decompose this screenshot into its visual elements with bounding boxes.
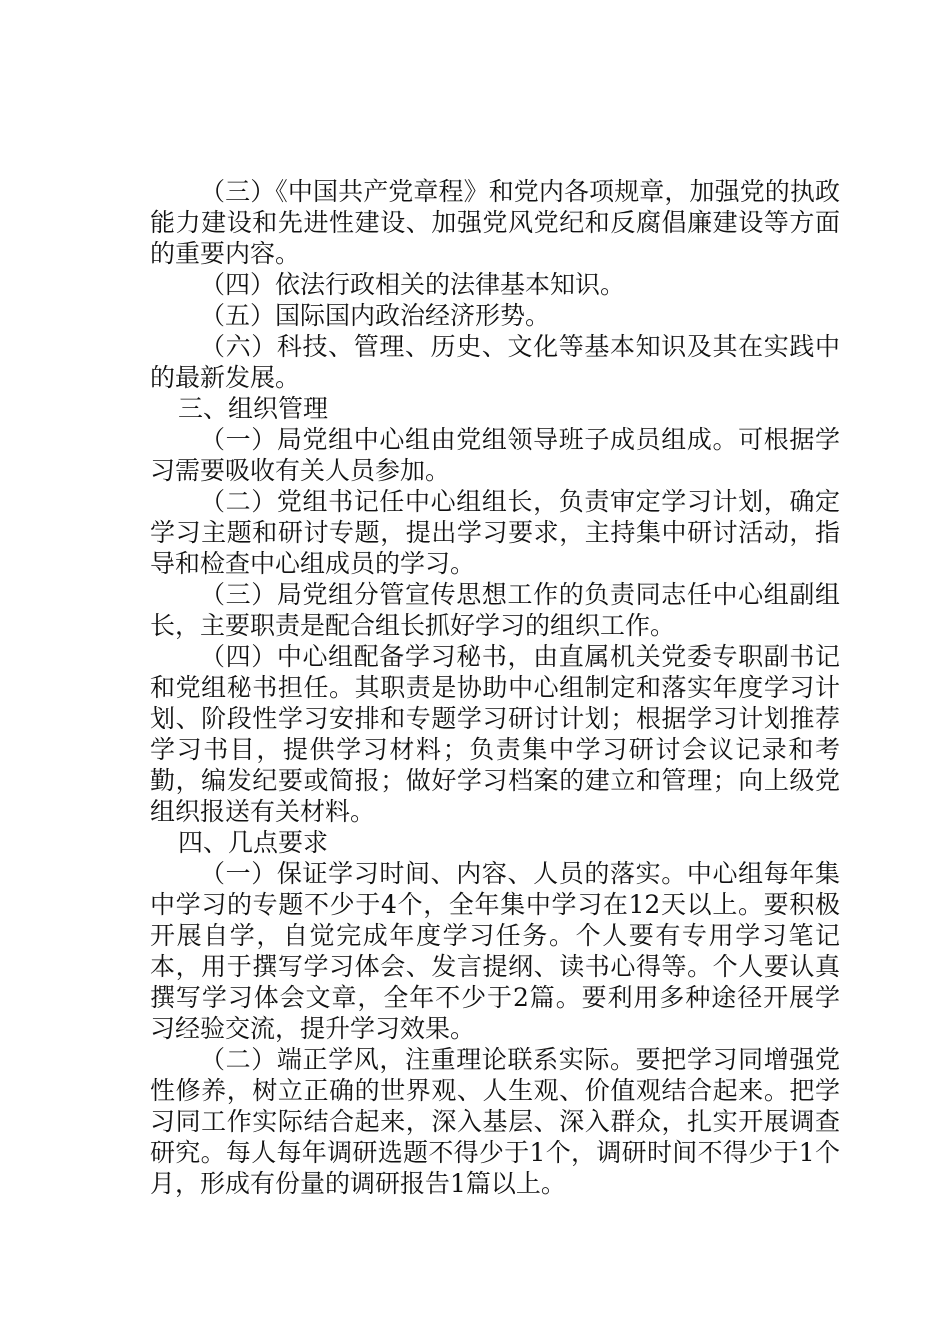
paragraph-study-time: （一）保证学习时间、内容、人员的落实。中心组每年集中学习的专题不少于4个，全年集中学习在12天以上。要积极开展自学，自觉完成年度学习任务。个人要有专用学习笔记本，用于撰写学习体会、发言提纲、读书心得等。个人要认真撰写学习体会文章，全年不少于2篇。要利用多种途径开展学习经验交流，提升学习效果。 [150, 859, 840, 1043]
paragraph-deputy-leader: （三）局党组分管宣传思想工作的负责同志任中心组副组长，主要职责是配合组长抓好学习的组织工作。 [150, 580, 840, 640]
paragraph-basic-knowledge: （六）科技、管理、历史、文化等基本知识及其在实践中的最新发展。 [150, 332, 840, 392]
section-heading-organization: 三、组织管理 [178, 394, 329, 423]
paragraph-secretary: （四）中心组配备学习秘书，由直属机关党委专职副书记和党组秘书担任。其职责是协助中心组制定和落实年度学习计划、阶段性学习安排和专题学习研讨计划；根据学习计划推荐学习书目，提供学习材料；负责集中学习研讨会议记录和考勤，编发纪要或简报；做好学习档案的建立和管理；向上级党组织报送有关材料。 [150, 642, 840, 826]
document-body [150, 176, 840, 1199]
paragraph-situation: （五）国际国内政治经济形势。 [200, 301, 551, 330]
paragraph-study-style: （二）端正学风，注重理论联系实际。要把学习同增强党性修养，树立正确的世界观、人生观、价值观结合起来。把学习同工作实际结合起来，深入基层、深入群众，扎实开展调查研究。每人每年调研选题不得少于1个，调研时间不得少于1个月，形成有份量的调研报告1篇以上。 [150, 1045, 840, 1198]
paragraph-group-leader: （二）党组书记任中心组组长，负责审定学习计划，确定学习主题和研讨专题，提出学习要求，主持集中研讨活动，指导和检查中心组成员的学习。 [150, 487, 840, 578]
paragraph-group-members: （一）局党组中心组由党组领导班子成员组成。可根据学习需要吸收有关人员参加。 [150, 425, 840, 485]
paragraph-party-constitution: （三）《中国共产党章程》和党内各项规章，加强党的执政能力建设和先进性建设、加强党风党纪和反腐倡廉建设等方面的重要内容。 [150, 177, 840, 268]
section-heading-requirements: 四、几点要求 [178, 828, 329, 857]
paragraph-law-knowledge: （四）依法行政相关的法律基本知识。 [200, 270, 626, 299]
